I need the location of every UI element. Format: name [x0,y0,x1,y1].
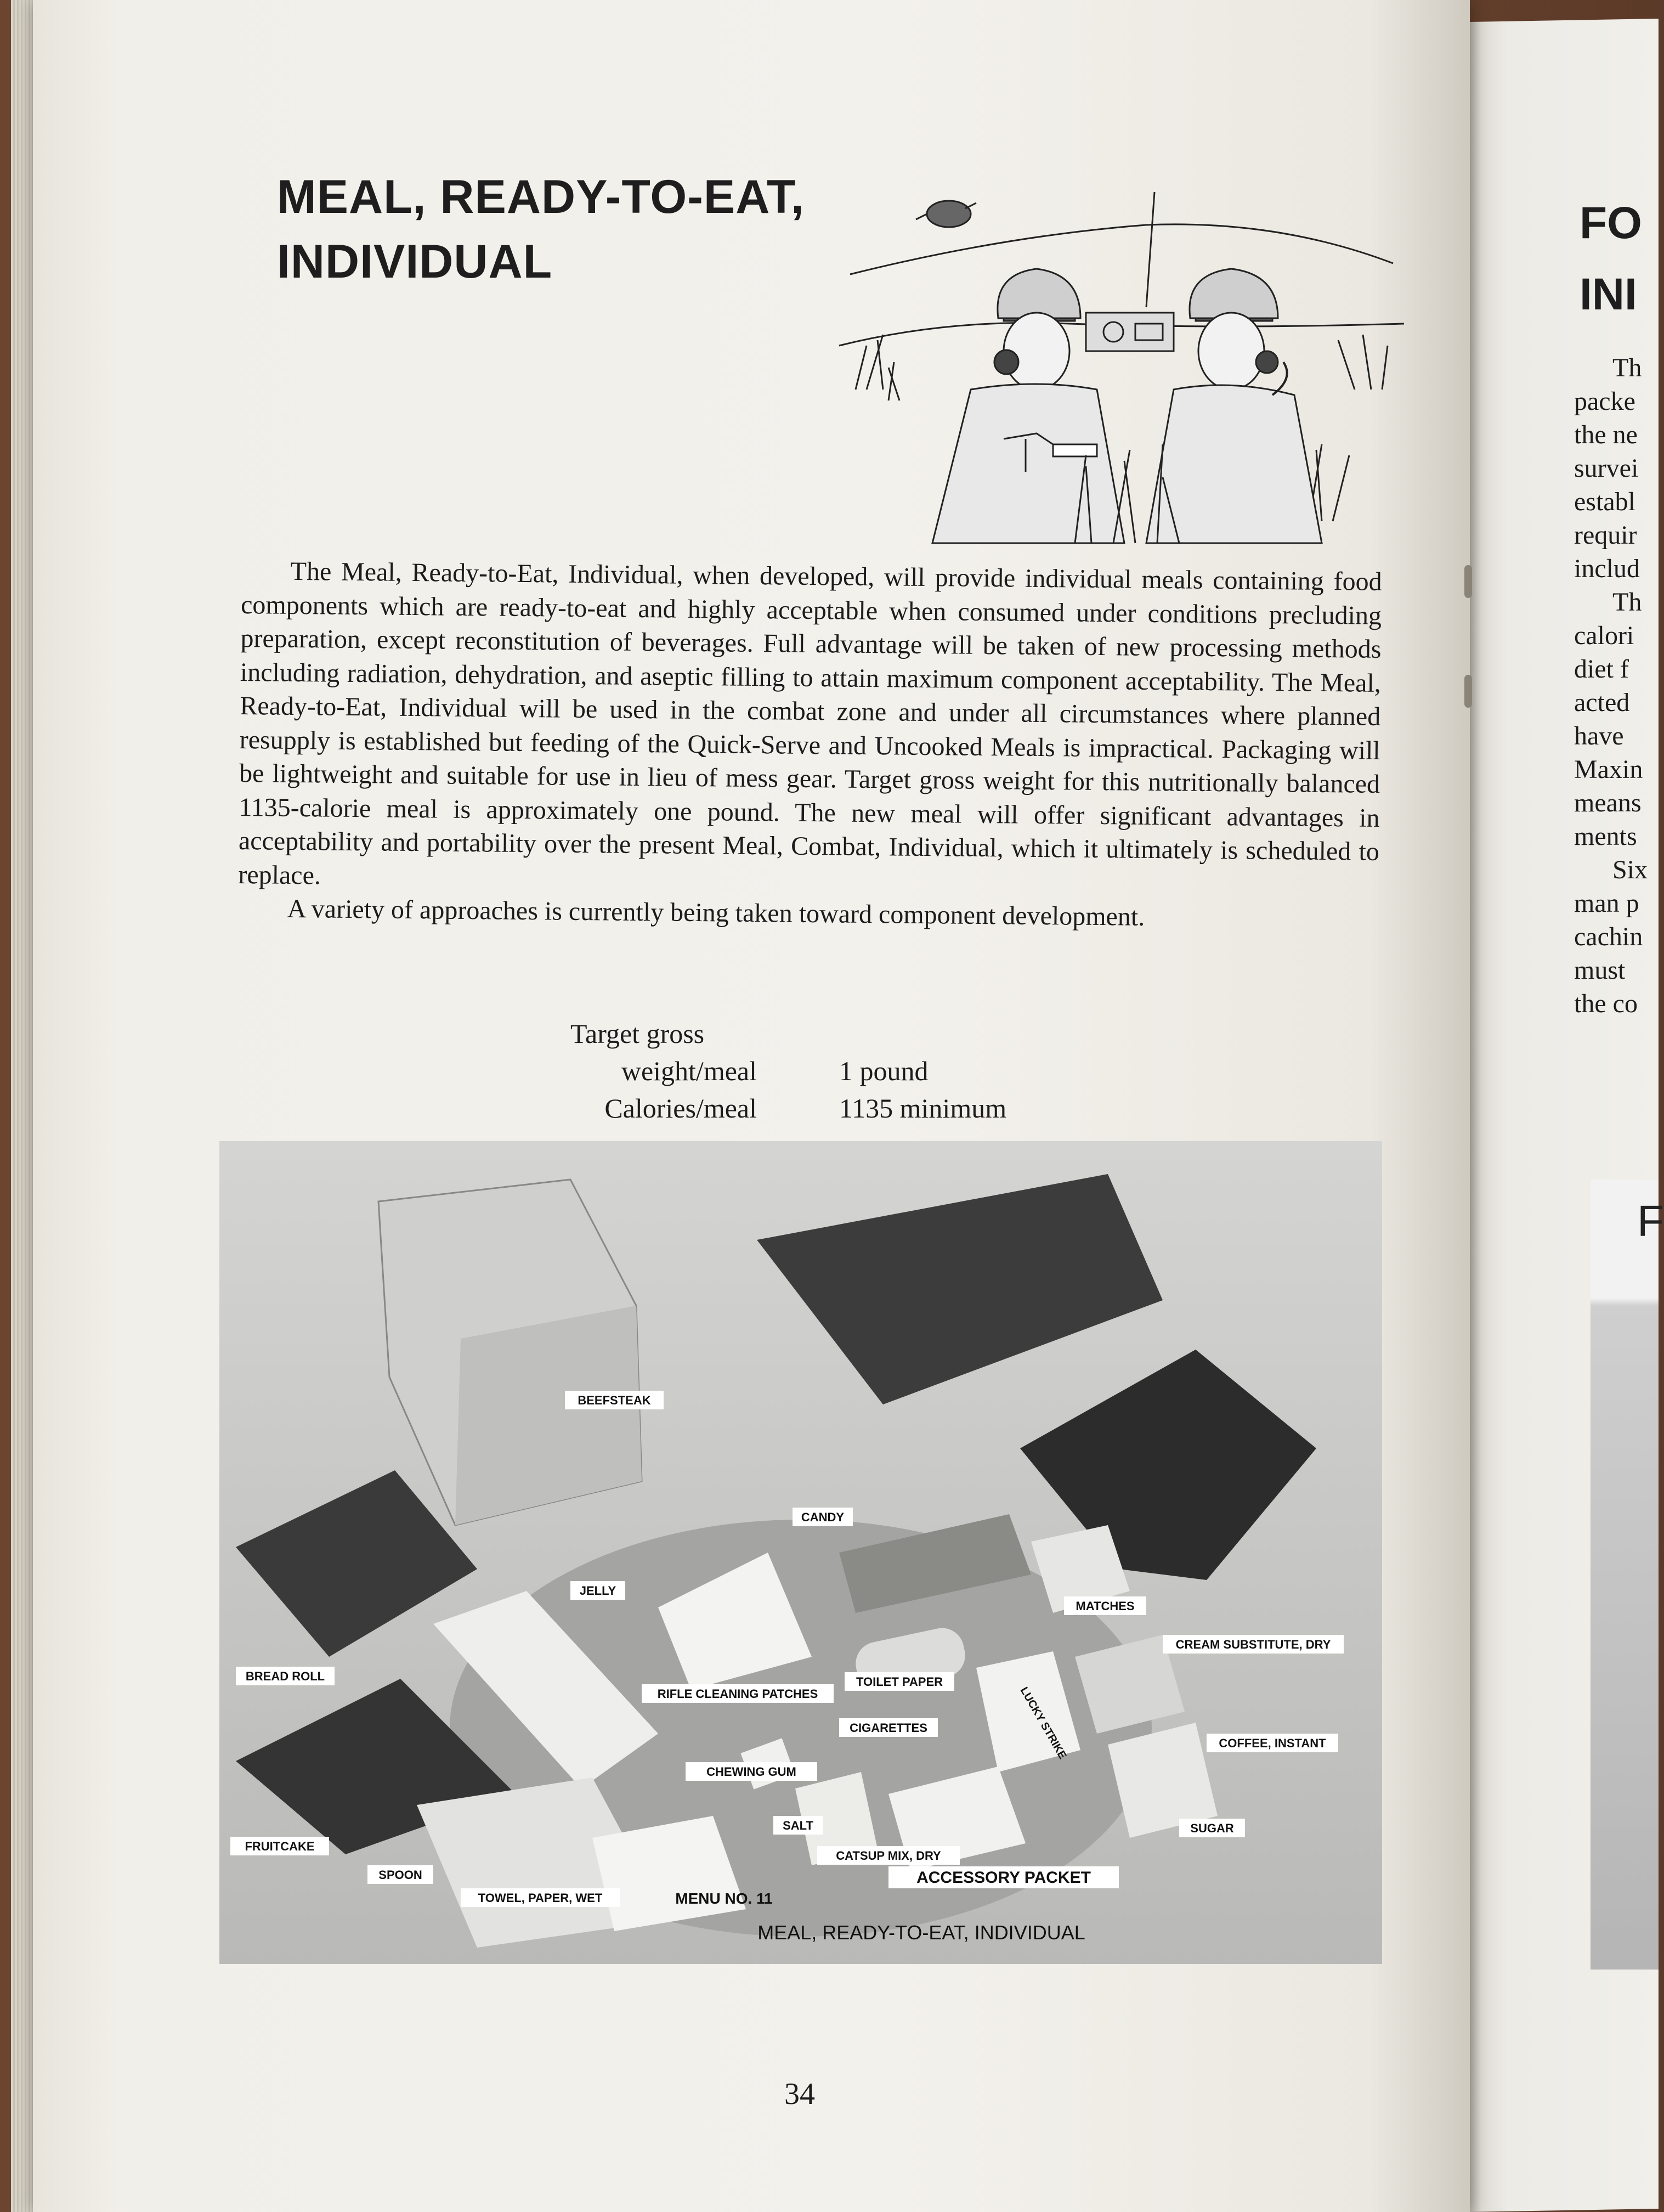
photo-label-catsup: CATSUP MIX, DRY [836,1849,941,1863]
photo-label-spoon: SPOON [378,1868,422,1882]
photo-label-salt: SALT [783,1819,813,1832]
right-page-photo-letter: F [1637,1197,1664,1245]
photo-label-beefsteak: BEEFSTEAK [578,1393,651,1407]
spec-row-calories [570,1090,1064,1127]
right-page-heading-line2: INI [1580,269,1637,319]
photo-label-towel: TOWEL, PAPER, WET [478,1891,603,1905]
photo-label-cigarettes: CIGARETTES [850,1721,927,1735]
right-page-line: survei [1574,454,1639,483]
spec-row-weight [570,1052,1064,1090]
right-page-line: must [1574,956,1626,985]
specs-table [570,1015,1064,1127]
right-page-line: includ [1574,554,1640,583]
right-page-line: Maxin [1574,755,1643,784]
photo-label-candy: CANDY [801,1510,845,1524]
cigarette-brand-label: LUCKY STRIKE [1017,1685,1069,1762]
right-page-line: acted [1574,688,1630,717]
photo-label-sugar: SUGAR [1190,1821,1234,1835]
page-number: 34 [784,2077,815,2111]
binding-mark [1464,565,1472,598]
spec-value-weight: 1 pound [839,1056,929,1086]
photo-label-cream: CREAM SUBSTITUTE, DRY [1175,1638,1331,1651]
binding-mark [1464,675,1472,708]
body-paragraph-2: A variety of approaches is currently being taken toward component development. [287,894,1145,932]
photo-label-accessory: ACCESSORY PACKET [916,1869,1091,1887]
right-page-line: Six [1612,855,1648,884]
photo-label-fruitcake: FRUITCAKE [245,1839,315,1853]
title-line-1: MEAL, READY-TO-EAT, [277,171,805,223]
title-line-2: INDIVIDUAL [277,235,553,288]
right-page-line: diet f [1574,654,1629,684]
right-page-line: requir [1574,521,1637,550]
photo-label-coffee: COFFEE, INSTANT [1219,1736,1326,1750]
right-page-line: cachin [1574,922,1643,951]
soldiers-illustration [839,181,1404,543]
spec-value-calories: 1135 minimum [839,1093,1007,1124]
right-page-line: packe [1574,387,1635,416]
right-page-heading-line1: FO [1580,198,1642,248]
photo-caption: MEAL, READY-TO-EAT, INDIVIDUAL [757,1921,1085,1944]
page-title [277,165,935,294]
right-page-line: means [1574,788,1642,817]
photo-label-menu: MENU NO. 11 [675,1890,773,1907]
right-page-line: ments [1574,822,1637,851]
right-page-line: establ [1574,487,1635,516]
body-paragraph-1: The Meal, Ready-to-Eat, Individual, when developed, will provide individual meals containing food components which are ready-to-eat and highly acceptable when consumed under conditions precluding preparation, except reconstitution of beverages. Full advantage will be taken of new processing methods including radiation, dehydration, and aseptic filling to attain maximum component acceptability. The Meal, Ready-to-Eat, Individual will be used in the combat zone and under all circumstances where planned resupply is established but feeding of the Quick-Serve and Uncooked Meals is impractical. Packaging will be lightweight and suitable for use in lieu of mess gear. Target gross weight for this nutritionally balanced 1135-calorie meal is approximately one pound. The new meal will offer significant advantages in acceptability and portability over the present Meal, Combat, Individual, which it ultimately is scheduled to replace. [238,556,1382,890]
meal-components-photo [219,1141,1382,1964]
body-text [238,554,1382,936]
right-page-line: man p [1574,889,1639,918]
right-page-line: Th [1612,588,1642,617]
spec-label-target-gross: Target gross [570,1018,705,1049]
right-page-line: calori [1574,621,1634,650]
right-page-line: the co [1574,989,1638,1018]
photo-label-jelly: JELLY [579,1584,616,1598]
right-page-text [1574,351,1659,1020]
photo-label-bread-roll: BREAD ROLL [245,1669,325,1683]
right-page-line: have [1574,721,1624,751]
photo-label-toilet-paper: TOILET PAPER [856,1675,943,1689]
spec-label-weight: weight/meal [621,1056,757,1086]
spec-label-calories: Calories/meal [604,1093,757,1124]
right-page-line: Th [1612,353,1642,382]
right-page-photo [1591,1180,1659,1970]
photo-label-matches: MATCHES [1076,1599,1135,1613]
photo-label-rifle-patches: RIFLE CLEANING PATCHES [657,1687,818,1701]
spec-row-weight-header [570,1015,1064,1052]
right-page-line: the ne [1574,420,1638,449]
photo-label-chewing-gum: CHEWING GUM [706,1765,796,1779]
